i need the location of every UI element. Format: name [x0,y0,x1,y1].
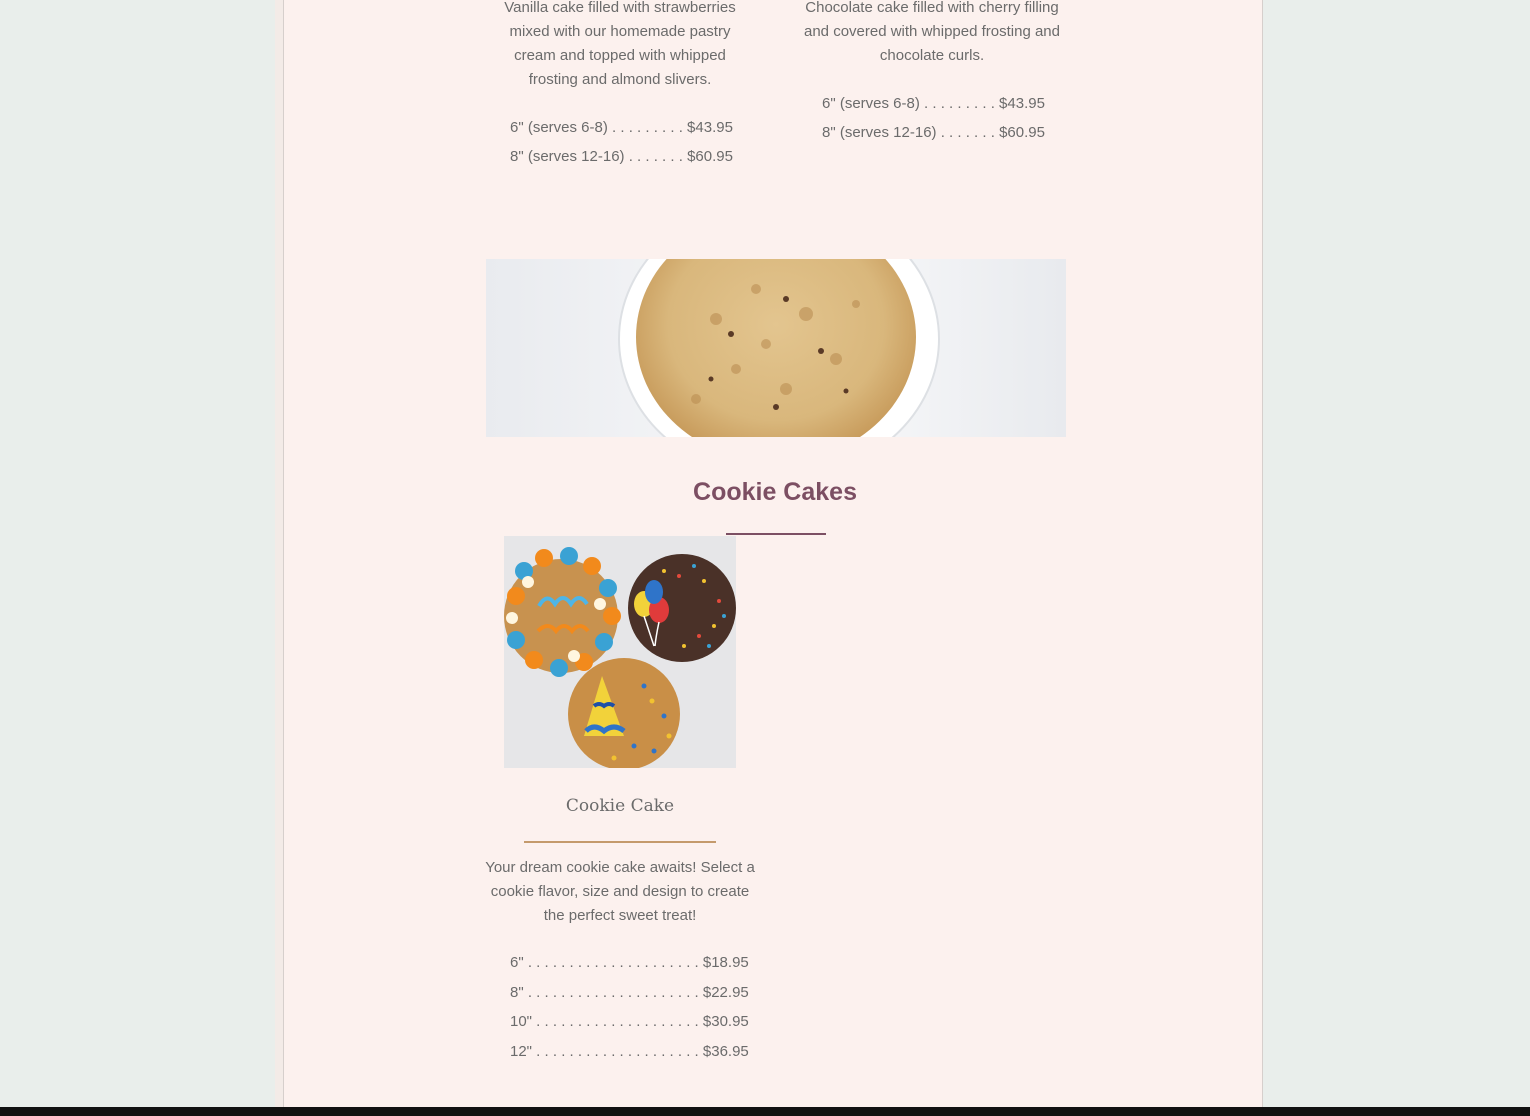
price-line: 12" . . . . . . . . . . . . . . . . . . . . $36.95 [510,1043,749,1060]
price-line: 6" (serves 6-8) . . . . . . . . . $43.95 [510,119,733,136]
cookie-cake-image[interactable] [504,536,736,768]
product-divider [524,841,716,843]
footer-bar [0,1107,1530,1116]
cake-description: Chocolate cake filled with cherry filling and covered with whipped frosting and chocolate curls. [804,0,1060,64]
price-line: 8" (serves 12-16) . . . . . . . $60.95 [822,124,1045,141]
price-line: 10" . . . . . . . . . . . . . . . . . . . . $30.95 [510,1013,749,1030]
cookie-banner-image [486,259,1066,437]
cake-description: Vanilla cake filled with strawberries mixed with our homemade pastry cream and topped with whipped frosting and almond slivers. [504,0,736,88]
title-divider [726,533,826,535]
cookie-cakes-photo [504,536,736,768]
page-edge-band [275,0,283,1107]
price-line: 8" . . . . . . . . . . . . . . . . . . . . . $22.95 [510,984,749,1001]
price-line: 8" (serves 12-16) . . . . . . . $60.95 [510,148,733,165]
product-description: Your dream cookie cake awaits! Select a cookie flavor, size and design to create the perfect sweet treat! [485,859,755,924]
price-line: 6" . . . . . . . . . . . . . . . . . . . . . $18.95 [510,954,749,971]
product-name[interactable]: Cookie Cake [565,796,675,816]
cookie-photo [486,259,1066,437]
content-panel [283,0,1263,1107]
section-title: Cookie Cakes [693,478,857,506]
price-line: 6" (serves 6-8) . . . . . . . . . $43.95 [822,95,1045,112]
